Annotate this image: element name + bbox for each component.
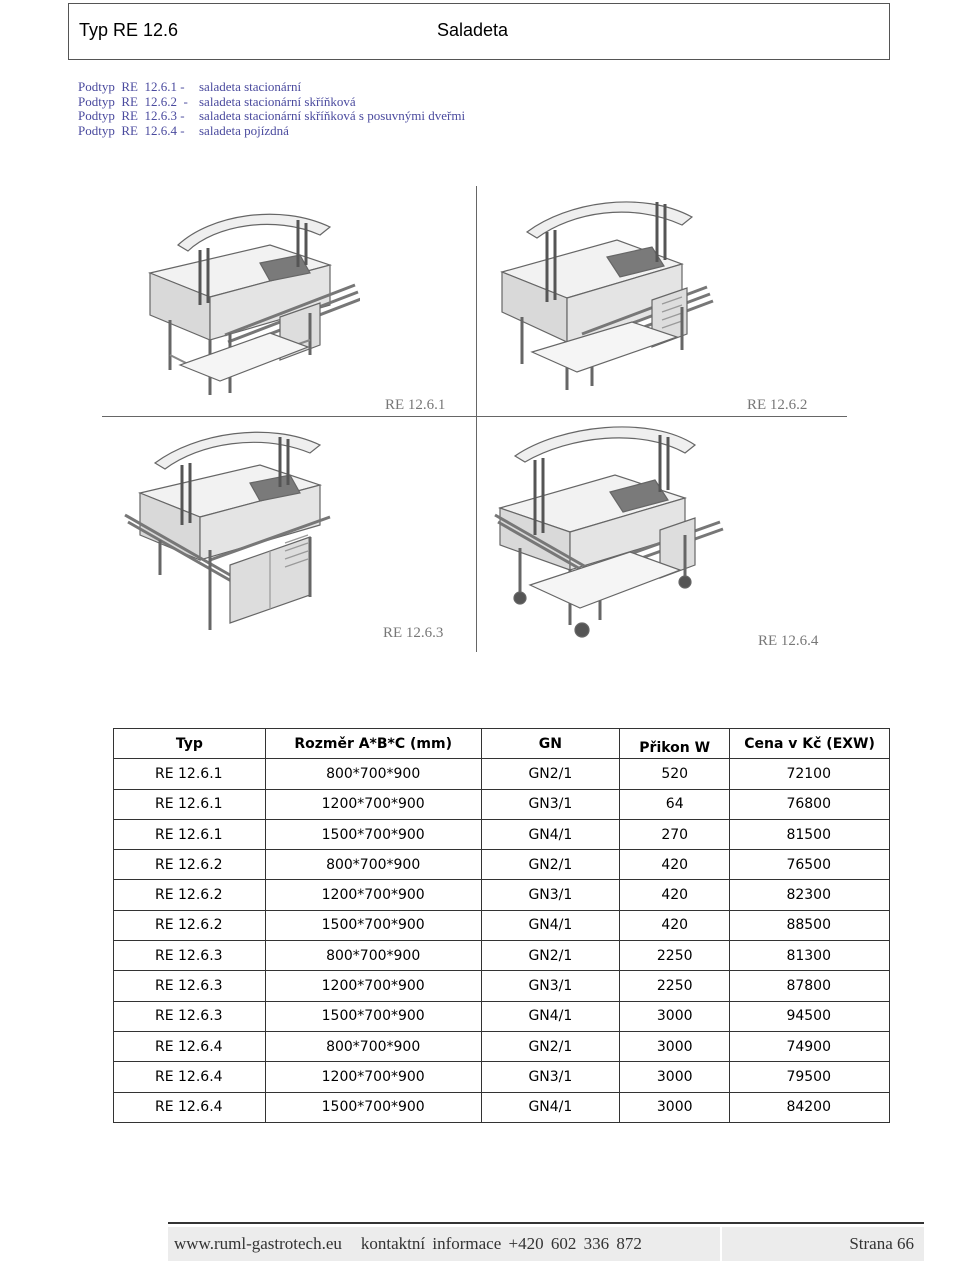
page-number: Strana 66 <box>849 1234 914 1253</box>
table-row <box>114 1031 890 1061</box>
column-header-gn: GN <box>481 729 620 759</box>
cell-type: RE 12.6.2 <box>114 910 266 940</box>
cell-price: 81500 <box>730 819 890 849</box>
cell-gn: GN2/1 <box>481 1031 620 1061</box>
cell-type: RE 12.6.3 <box>114 971 266 1001</box>
cell-gn: GN2/1 <box>481 759 620 789</box>
cell-price: 76800 <box>730 789 890 819</box>
cell-power: 520 <box>620 759 730 789</box>
cell-type: RE 12.6.2 <box>114 880 266 910</box>
cell-type: RE 12.6.4 <box>114 1031 266 1061</box>
table-row <box>114 941 890 971</box>
table-row <box>114 1062 890 1092</box>
variant-description: saladeta stacionární <box>199 79 302 94</box>
cell-power: 3000 <box>620 1062 730 1092</box>
cell-price: 87800 <box>730 971 890 1001</box>
variant-item <box>78 109 465 124</box>
cell-gn: GN3/1 <box>481 880 620 910</box>
variant-description: saladeta pojízdná <box>199 122 289 138</box>
cell-gn: GN3/1 <box>481 1062 620 1092</box>
footer-contact-info: kontaktní informace +420 602 336 872 <box>360 1234 642 1253</box>
table-row <box>114 759 890 789</box>
cell-dimensions: 800*700*900 <box>265 759 481 789</box>
cell-type: RE 12.6.1 <box>114 789 266 819</box>
cell-dimensions: 1200*700*900 <box>265 880 481 910</box>
cell-dimensions: 1200*700*900 <box>265 789 481 819</box>
cell-dimensions: 1500*700*900 <box>265 1092 481 1122</box>
product-type-code: Typ RE 12.6 <box>79 20 179 40</box>
variant-list <box>78 80 465 138</box>
cell-power: 420 <box>620 850 730 880</box>
cell-power: 3000 <box>620 1031 730 1061</box>
cell-dimensions: 800*700*900 <box>265 1031 481 1061</box>
variant-code: Podtyp RE 12.6.1 - <box>78 79 185 94</box>
column-header-price: Cena v Kč (EXW) <box>730 729 890 759</box>
cell-price: 79500 <box>730 1062 890 1092</box>
cell-dimensions: 1200*700*900 <box>265 971 481 1001</box>
cell-gn: GN3/1 <box>481 789 620 819</box>
cell-power: 420 <box>620 880 730 910</box>
cell-price: 88500 <box>730 910 890 940</box>
cell-gn: GN4/1 <box>481 1001 620 1031</box>
cell-type: RE 12.6.3 <box>114 941 266 971</box>
saladeta-cabinet-image <box>492 192 722 392</box>
cell-price: 72100 <box>730 759 890 789</box>
variant-code: Podtyp RE 12.6.3 - <box>78 108 185 123</box>
cell-dimensions: 1200*700*900 <box>265 1062 481 1092</box>
table-row <box>114 1092 890 1122</box>
table-header-row <box>114 729 890 759</box>
table-row <box>114 819 890 849</box>
cell-price: 74900 <box>730 1031 890 1061</box>
image-caption: RE 12.6.3 <box>383 625 444 641</box>
table-row <box>114 880 890 910</box>
cell-power: 64 <box>620 789 730 819</box>
saladeta-sliding-doors-image <box>120 425 350 635</box>
cell-dimensions: 800*700*900 <box>265 941 481 971</box>
table-row <box>114 910 890 940</box>
cell-price: 82300 <box>730 880 890 910</box>
column-header-dimensions: Rozměr A*B*C (mm) <box>265 729 481 759</box>
column-header-power <box>620 729 730 759</box>
cell-type: RE 12.6.1 <box>114 819 266 849</box>
cell-dimensions: 1500*700*900 <box>265 910 481 940</box>
cell-power: 420 <box>620 910 730 940</box>
table-row <box>114 1001 890 1031</box>
cell-type: RE 12.6.4 <box>114 1062 266 1092</box>
variant-item <box>78 124 465 139</box>
cell-gn: GN4/1 <box>481 1092 620 1122</box>
cell-price: 81300 <box>730 941 890 971</box>
cell-power: 3000 <box>620 1092 730 1122</box>
table-row <box>114 971 890 1001</box>
variant-code: Podtyp RE 12.6.2 - <box>78 93 188 109</box>
cell-type: RE 12.6.3 <box>114 1001 266 1031</box>
variant-code: Podtyp RE 12.6.4 - <box>78 122 185 138</box>
cell-gn: GN4/1 <box>481 819 620 849</box>
footer-contact-bar <box>168 1227 720 1261</box>
footer-divider <box>168 1222 924 1224</box>
image-grid-vertical-divider <box>476 186 477 652</box>
footer-page-bar <box>722 1227 924 1261</box>
saladeta-mobile-image <box>490 420 730 645</box>
variant-description: saladeta stacionární skříňková <box>199 93 356 109</box>
footer-website-link[interactable]: www.ruml-gastrotech.eu <box>174 1234 342 1253</box>
variant-description: saladeta stacionární skříňková s posuvnými dveřmi <box>199 108 466 123</box>
image-grid-horizontal-divider <box>102 416 847 417</box>
saladeta-stationary-image <box>130 205 360 405</box>
column-header-power-label: Přikon W <box>639 739 711 756</box>
cell-gn: GN3/1 <box>481 971 620 1001</box>
table-row <box>114 850 890 880</box>
image-caption: RE 12.6.2 <box>747 397 808 413</box>
product-name: Saladeta <box>437 20 509 40</box>
cell-gn: GN2/1 <box>481 941 620 971</box>
header-box <box>68 3 890 60</box>
table-body <box>114 759 890 1123</box>
cell-price: 76500 <box>730 850 890 880</box>
cell-gn: GN4/1 <box>481 910 620 940</box>
cell-price: 84200 <box>730 1092 890 1122</box>
variant-item <box>78 95 465 110</box>
cell-power: 3000 <box>620 1001 730 1031</box>
cell-dimensions: 1500*700*900 <box>265 819 481 849</box>
cell-type: RE 12.6.1 <box>114 759 266 789</box>
image-caption: RE 12.6.1 <box>385 397 446 413</box>
cell-type: RE 12.6.4 <box>114 1092 266 1122</box>
cell-type: RE 12.6.2 <box>114 850 266 880</box>
specification-table <box>113 728 890 1123</box>
cell-dimensions: 1500*700*900 <box>265 1001 481 1031</box>
cell-power: 2250 <box>620 971 730 1001</box>
cell-power: 270 <box>620 819 730 849</box>
variant-item <box>78 80 465 95</box>
cell-power: 2250 <box>620 941 730 971</box>
column-header-type: Typ <box>114 729 266 759</box>
image-caption: RE 12.6.4 <box>758 633 819 649</box>
table-row <box>114 789 890 819</box>
cell-gn: GN2/1 <box>481 850 620 880</box>
cell-dimensions: 800*700*900 <box>265 850 481 880</box>
cell-price: 94500 <box>730 1001 890 1031</box>
